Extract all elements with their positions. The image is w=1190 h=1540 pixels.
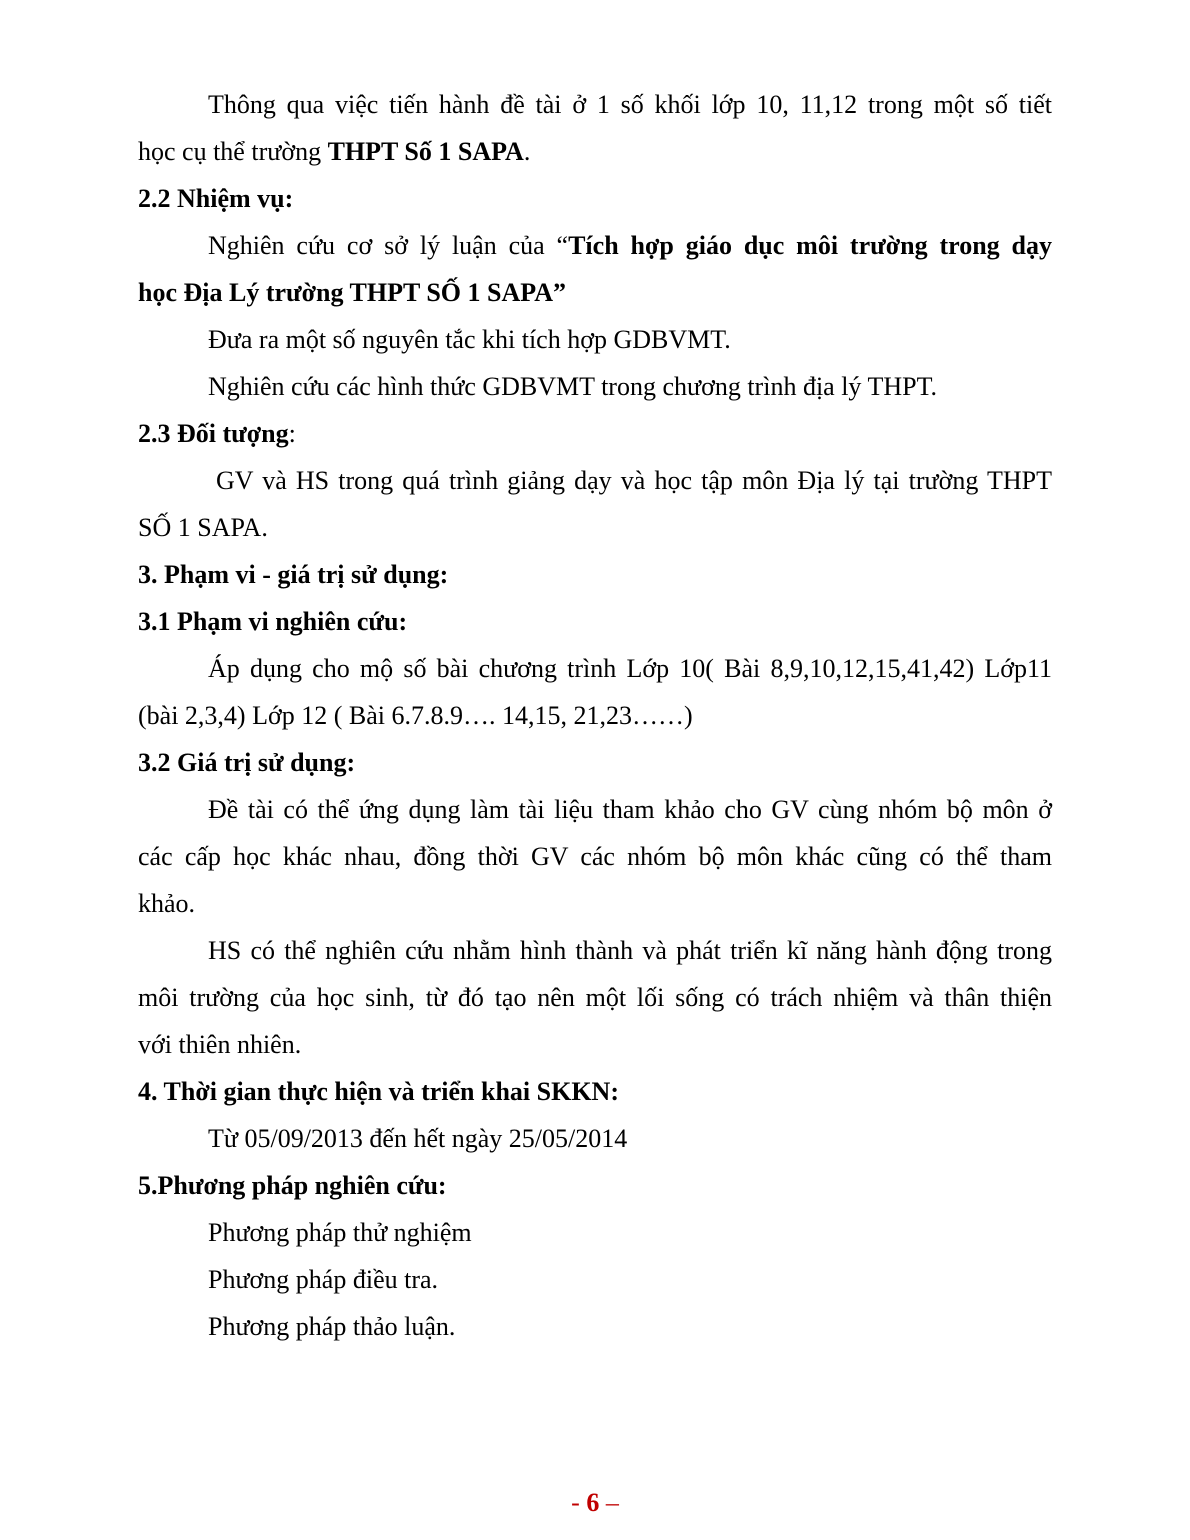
- section-heading-2-2: 2.2 Nhiệm vụ:: [138, 184, 294, 213]
- paragraph-line: [138, 983, 1052, 1013]
- paragraph-line: Nghiên cứu các hình thức GDBVMT trong chương trình địa lý THPT.: [208, 372, 938, 401]
- text: HS có thể nghiên cứu nhằm hình thành và phát triển kĩ năng hành động trong: [208, 936, 1052, 965]
- section-heading-5: 5.Phương pháp nghiên cứu:: [138, 1171, 447, 1200]
- text: Thông qua việc tiến hành đề tài ở 1 số khối lớp 10, 11,12 trong một số tiết: [208, 90, 1052, 119]
- footer-prefix: -: [571, 1488, 587, 1517]
- text: :: [288, 419, 296, 448]
- paragraph-line: SỐ 1 SAPA.: [138, 513, 268, 542]
- paragraph-line: [208, 90, 1052, 120]
- paragraph-line: [208, 231, 1052, 261]
- paragraph-line: [208, 654, 1052, 684]
- text: Đề tài có thể ứng dụng làm tài liệu tham khảo cho GV cùng nhóm bộ môn ở: [208, 795, 1052, 824]
- paragraph-line: [138, 842, 1052, 872]
- paragraph-line: [208, 936, 1052, 966]
- section-heading-3: 3. Phạm vi - giá trị sử dụng:: [138, 560, 449, 589]
- method-item: Phương pháp điều tra.: [208, 1265, 439, 1294]
- text: .: [523, 137, 531, 166]
- text: Nghiên cứu cơ sở lý luận của “: [208, 231, 569, 260]
- topic-title: Tích hợp giáo dục môi trường trong dạy: [568, 231, 1052, 260]
- text: môi trường của học sinh, từ đó tạo nên một lối sống có trách nhiệm và thân thiện: [138, 983, 1052, 1012]
- school-name: THPT Số 1 SAPA: [327, 137, 524, 166]
- text: các cấp học khác nhau, đồng thời GV các nhóm bộ môn khác cũng có thể tham: [138, 842, 1052, 871]
- section-heading-4: 4. Thời gian thực hiện và triển khai SKKN:: [138, 1077, 619, 1106]
- footer-suffix: –: [599, 1488, 619, 1517]
- method-item: Phương pháp thảo luận.: [208, 1312, 456, 1341]
- section-heading-2-3: [138, 419, 1052, 449]
- heading-text: 2.3 Đối tượng: [138, 419, 289, 448]
- text: GV và HS trong quá trình giảng dạy và học tập môn Địa lý tại trường THPT: [216, 466, 1052, 495]
- paragraph-line: khảo.: [138, 889, 196, 918]
- page-footer: [0, 1488, 1190, 1518]
- text: Áp dụng cho mộ số bài chương trình Lớp 10( Bài 8,9,10,12,15,41,42) Lớp11: [208, 654, 1052, 683]
- paragraph-line: Từ 05/09/2013 đến hết ngày 25/05/2014: [208, 1124, 628, 1153]
- paragraph-line: Đưa ra một số nguyên tắc khi tích hợp GDBVMT.: [208, 325, 731, 354]
- section-heading-3-2: 3.2 Giá trị sử dụng:: [138, 748, 356, 777]
- paragraph-line: với thiên nhiên.: [138, 1030, 302, 1059]
- method-item: Phương pháp thử nghiệm: [208, 1218, 472, 1247]
- paragraph-line: [138, 137, 1052, 167]
- page-number: 6: [586, 1488, 600, 1517]
- paragraph-line: (bài 2,3,4) Lớp 12 ( Bài 6.7.8.9…. 14,15, 21,23……): [138, 701, 693, 730]
- topic-title-continued: học Địa Lý trường THPT SỐ 1 SAPA”: [138, 278, 566, 307]
- section-heading-3-1: 3.1 Phạm vi nghiên cứu:: [138, 607, 408, 636]
- paragraph-line: [216, 466, 1052, 496]
- text: học cụ thể trường: [138, 137, 328, 166]
- paragraph-line: [208, 795, 1052, 825]
